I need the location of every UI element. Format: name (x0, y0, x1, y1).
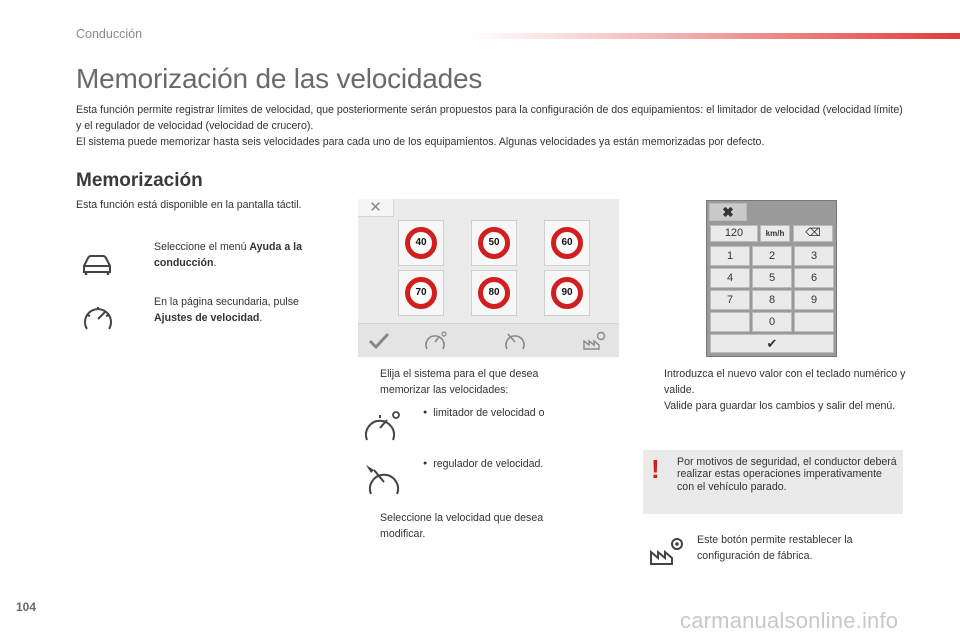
intro-text (76, 102, 906, 150)
step1-end: . (213, 257, 217, 269)
check-icon[interactable] (368, 331, 390, 356)
gauge-settings-icon (82, 304, 114, 334)
key-4[interactable]: 4 (710, 268, 750, 288)
safety-warning-box (643, 450, 903, 514)
warning-text: Por motivos de seguridad, el conductor deberá realizar estas operaciones imperativamente con el vehículo parado. (677, 456, 897, 493)
confirm-button[interactable]: ✔ (710, 334, 834, 353)
factory-reset-icon (648, 536, 686, 566)
bullet-dot: ● (423, 460, 428, 467)
step-speed-settings (138, 294, 338, 326)
bullet-limiter (423, 405, 545, 421)
watermark: carmanualsonline.info (680, 608, 899, 633)
step4-text: Seleccione la velocidad que desea modificar. (380, 512, 544, 540)
page-number: 104 (16, 600, 37, 614)
bullet-dot: ● (423, 409, 428, 416)
keypad-close-button[interactable]: ✖ (709, 203, 747, 221)
step1-text: Seleccione el menú (154, 241, 250, 253)
key-7[interactable]: 7 (710, 290, 750, 310)
backspace-key[interactable]: ⌫ (793, 225, 833, 242)
key-blank-left (710, 312, 750, 332)
step-choose-system (364, 366, 584, 398)
key-9[interactable]: 9 (794, 290, 834, 310)
regulator-gauge-icon (362, 462, 402, 498)
section-label: Conducción (76, 27, 143, 41)
step2-end: . (259, 312, 263, 324)
speed-selection-screen (358, 199, 619, 357)
speed-sign: 90 (551, 277, 583, 309)
step-select-menu (138, 239, 338, 271)
bullet-regulator (423, 456, 543, 472)
step2-text: En la página secundaria, pulse (154, 296, 299, 308)
intro-paragraph-2: El sistema puede memorizar hasta seis velocidades para cada uno de los equipamientos. Algunas velocidades ya están memorizadas por defecto. (76, 136, 765, 148)
warning-icon: ! (651, 454, 660, 484)
speed-sign: 70 (405, 277, 437, 309)
step-validate (648, 398, 908, 414)
step-enter-value (648, 366, 908, 398)
speed-button-90[interactable] (544, 270, 590, 316)
page-title: Memorización de las velocidades (76, 63, 483, 94)
key-6[interactable]: 6 (794, 268, 834, 288)
intro-paragraph-1: Esta función permite registrar límites de velocidad, que posteriormente serán propuestos para la configuración de dos equipamientos: el limitador de velocidad (velocidad límite) y el regulador de velocidad (velocidad de crucero). (76, 104, 903, 132)
key-0[interactable]: 0 (752, 312, 792, 332)
step3-text: Elija el sistema para el que desea memorizar las velocidades: (380, 368, 539, 396)
speed-button-70[interactable] (398, 270, 444, 316)
limiter-gauge-icon (362, 410, 402, 444)
step-select-speed (364, 510, 584, 542)
step5-text: Introduzca el nuevo valor con el teclado numérico y valide. (664, 368, 906, 396)
factory-reset-icon[interactable] (582, 331, 606, 356)
speed-screen-footer (358, 323, 619, 357)
speed-sign: 50 (478, 227, 510, 259)
section-subtitle: Memorización (76, 170, 203, 191)
step1-bold: Ayuda a la conducción (154, 241, 303, 269)
speed-sign: 80 (478, 277, 510, 309)
speed-sign: 60 (551, 227, 583, 259)
bullet2-text: regulador de velocidad. (433, 458, 544, 470)
speed-button-50[interactable] (471, 220, 517, 266)
step6-text: Valide para guardar los cambios y salir del menú. (664, 400, 896, 412)
key-5[interactable]: 5 (752, 268, 792, 288)
reset-description: Este botón permite restablecer la configuración de fábrica. (697, 534, 853, 562)
header-rule (470, 33, 960, 39)
limiter-gauge-icon[interactable] (424, 331, 448, 356)
regulator-gauge-icon[interactable] (504, 331, 528, 356)
key-blank-right (794, 312, 834, 332)
speed-button-80[interactable] (471, 270, 517, 316)
key-2[interactable]: 2 (752, 246, 792, 266)
speed-value-field[interactable]: 120 (710, 225, 758, 242)
key-1[interactable]: 1 (710, 246, 750, 266)
speed-button-60[interactable] (544, 220, 590, 266)
car-menu-icon (80, 252, 114, 276)
speed-sign: 40 (405, 227, 437, 259)
bullet1-text: limitador de velocidad o (433, 407, 545, 419)
key-3[interactable]: 3 (794, 246, 834, 266)
lead-text: Esta función está disponible en la pantalla táctil. (76, 199, 302, 211)
close-button[interactable]: ✕ (358, 199, 394, 217)
speed-unit-label: km/h (760, 225, 790, 242)
key-8[interactable]: 8 (752, 290, 792, 310)
keypad-screen (706, 200, 837, 357)
speed-button-40[interactable] (398, 220, 444, 266)
step2-bold: Ajustes de velocidad (154, 312, 260, 324)
